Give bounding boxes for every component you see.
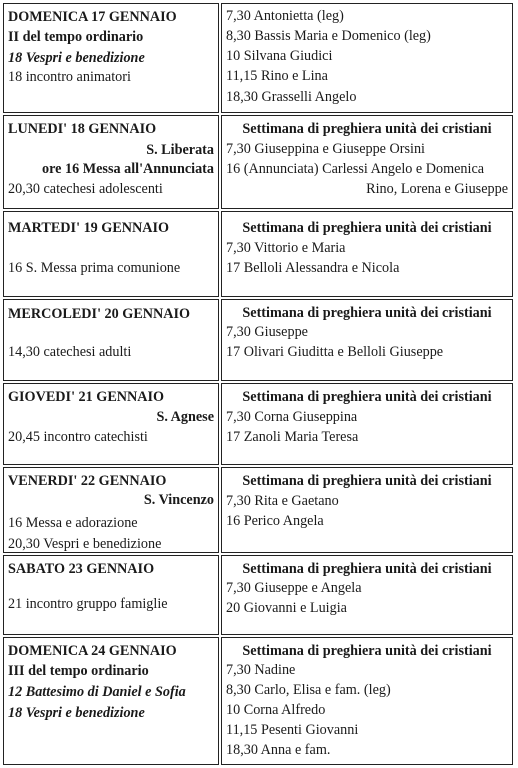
mass-intention-line: Rino, Lorena e Giuseppe bbox=[366, 181, 508, 197]
mass-intention-line: 7,30 Giuseppe bbox=[226, 324, 308, 340]
day-info-line: LUNEDI' 18 GENNAIO bbox=[8, 121, 157, 137]
day-info-cell bbox=[3, 467, 219, 553]
day-info-line: 16 S. Messa prima comunione bbox=[8, 260, 181, 276]
mass-intentions-cell bbox=[221, 637, 513, 765]
day-info-line: 18 Vespri e benedizione bbox=[8, 705, 145, 721]
day-info-line: 20,30 catechesi adolescenti bbox=[8, 181, 163, 197]
day-info-cell bbox=[3, 211, 219, 297]
mass-intentions-cell bbox=[221, 3, 513, 113]
day-info-line: 18 Vespri e benedizione bbox=[8, 50, 145, 66]
day-info-line: VENERDI' 22 GENNAIO bbox=[8, 473, 167, 489]
mass-intention-line: 18,30 Grasselli Angelo bbox=[226, 89, 357, 105]
mass-intentions-cell bbox=[221, 299, 513, 381]
day-row bbox=[3, 383, 513, 465]
day-row bbox=[3, 299, 513, 381]
mass-intention-line: 18,30 Anna e fam. bbox=[226, 742, 331, 758]
mass-intentions-cell bbox=[221, 467, 513, 553]
mass-intention-line: 8,30 Bassis Maria e Domenico (leg) bbox=[226, 28, 431, 44]
day-info-line: III del tempo ordinario bbox=[8, 663, 149, 679]
day-row bbox=[3, 555, 513, 635]
schedule-table bbox=[3, 3, 513, 765]
mass-intention-line: 7,30 Antonietta (leg) bbox=[226, 8, 344, 24]
day-info-line: 21 incontro gruppo famiglie bbox=[8, 596, 168, 612]
mass-intention-line: 17 Olivari Giuditta e Belloli Giuseppe bbox=[226, 344, 444, 360]
day-info-cell bbox=[3, 555, 219, 635]
day-row bbox=[3, 637, 513, 765]
mass-intention-line: 7,30 Vittorio e Maria bbox=[226, 240, 346, 256]
day-info-line: DOMENICA 17 GENNAIO bbox=[8, 9, 177, 25]
mass-intention-line: 7,30 Nadine bbox=[226, 662, 296, 678]
mass-intention-line: Settimana di preghiera unità dei cristiani bbox=[242, 121, 492, 137]
day-info-line: 16 Messa e adorazione bbox=[8, 515, 138, 531]
mass-intention-line: Settimana di preghiera unità dei cristiani bbox=[242, 389, 492, 405]
day-info-line: ore 16 Messa all'Annunciata bbox=[42, 161, 214, 177]
mass-intention-line: 7,30 Giuseppina e Giuseppe Orsini bbox=[226, 141, 425, 157]
mass-intention-line: 10 Corna Alfredo bbox=[226, 702, 326, 718]
mass-intentions-cell bbox=[221, 383, 513, 465]
day-info-line: 12 Battesimo di Daniel e Sofia bbox=[8, 684, 186, 700]
mass-intentions-cell bbox=[221, 555, 513, 635]
mass-intention-line: 20 Giovanni e Luigia bbox=[226, 600, 347, 616]
day-row bbox=[3, 3, 513, 113]
day-info-line: 20,30 Vespri e benedizione bbox=[8, 536, 162, 552]
day-info-line: MARTEDI' 19 GENNAIO bbox=[8, 220, 170, 236]
day-info-cell bbox=[3, 637, 219, 765]
day-info-line: S. Vincenzo bbox=[143, 492, 214, 508]
mass-intention-line: Settimana di preghiera unità dei cristiani bbox=[242, 643, 492, 659]
day-info-line: S. Liberata bbox=[146, 142, 214, 158]
day-info-line: 20,45 incontro catechisti bbox=[8, 429, 148, 445]
day-info-line: II del tempo ordinario bbox=[8, 29, 144, 45]
mass-intentions-cell bbox=[221, 211, 513, 297]
mass-intention-line: Settimana di preghiera unità dei cristiani bbox=[242, 561, 492, 577]
mass-intention-line: Settimana di preghiera unità dei cristiani bbox=[242, 220, 492, 236]
mass-intention-line: 11,15 Rino e Lina bbox=[226, 68, 328, 84]
day-info-line: SABATO 23 GENNAIO bbox=[8, 561, 155, 577]
day-info-line: DOMENICA 24 GENNAIO bbox=[8, 643, 177, 659]
day-info-line: GIOVEDI' 21 GENNAIO bbox=[8, 389, 165, 405]
mass-intention-line: 16 (Annunciata) Carlessi Angelo e Domenica bbox=[226, 161, 485, 177]
mass-intention-line: 7,30 Rita e Gaetano bbox=[226, 493, 339, 509]
mass-intentions-cell bbox=[221, 115, 513, 209]
mass-intention-line: Settimana di preghiera unità dei cristiani bbox=[242, 305, 492, 321]
mass-intention-line: 17 Belloli Alessandra e Nicola bbox=[226, 260, 400, 276]
mass-intention-line: 7,30 Giuseppe e Angela bbox=[226, 580, 362, 596]
day-info-line: 18 incontro animatori bbox=[8, 69, 131, 85]
mass-intention-line: 11,15 Pesenti Giovanni bbox=[226, 722, 359, 738]
mass-intention-line: Settimana di preghiera unità dei cristiani bbox=[242, 473, 492, 489]
mass-intention-line: 16 Perico Angela bbox=[226, 513, 324, 529]
mass-intention-line: 8,30 Carlo, Elisa e fam. (leg) bbox=[226, 682, 391, 698]
day-info-cell bbox=[3, 383, 219, 465]
day-info-cell bbox=[3, 299, 219, 381]
day-info-cell bbox=[3, 115, 219, 209]
day-row bbox=[3, 211, 513, 297]
mass-intention-line: 7,30 Corna Giuseppina bbox=[226, 409, 358, 425]
day-info-line: MERCOLEDI' 20 GENNAIO bbox=[8, 306, 191, 322]
day-info-cell bbox=[3, 3, 219, 113]
day-info-line: S. Agnese bbox=[156, 409, 214, 425]
day-info-line: 14,30 catechesi adulti bbox=[8, 344, 132, 360]
day-row bbox=[3, 467, 513, 553]
mass-intention-line: 10 Silvana Giudici bbox=[226, 48, 333, 64]
day-row bbox=[3, 115, 513, 209]
mass-intention-line: 17 Zanoli Maria Teresa bbox=[226, 429, 359, 445]
